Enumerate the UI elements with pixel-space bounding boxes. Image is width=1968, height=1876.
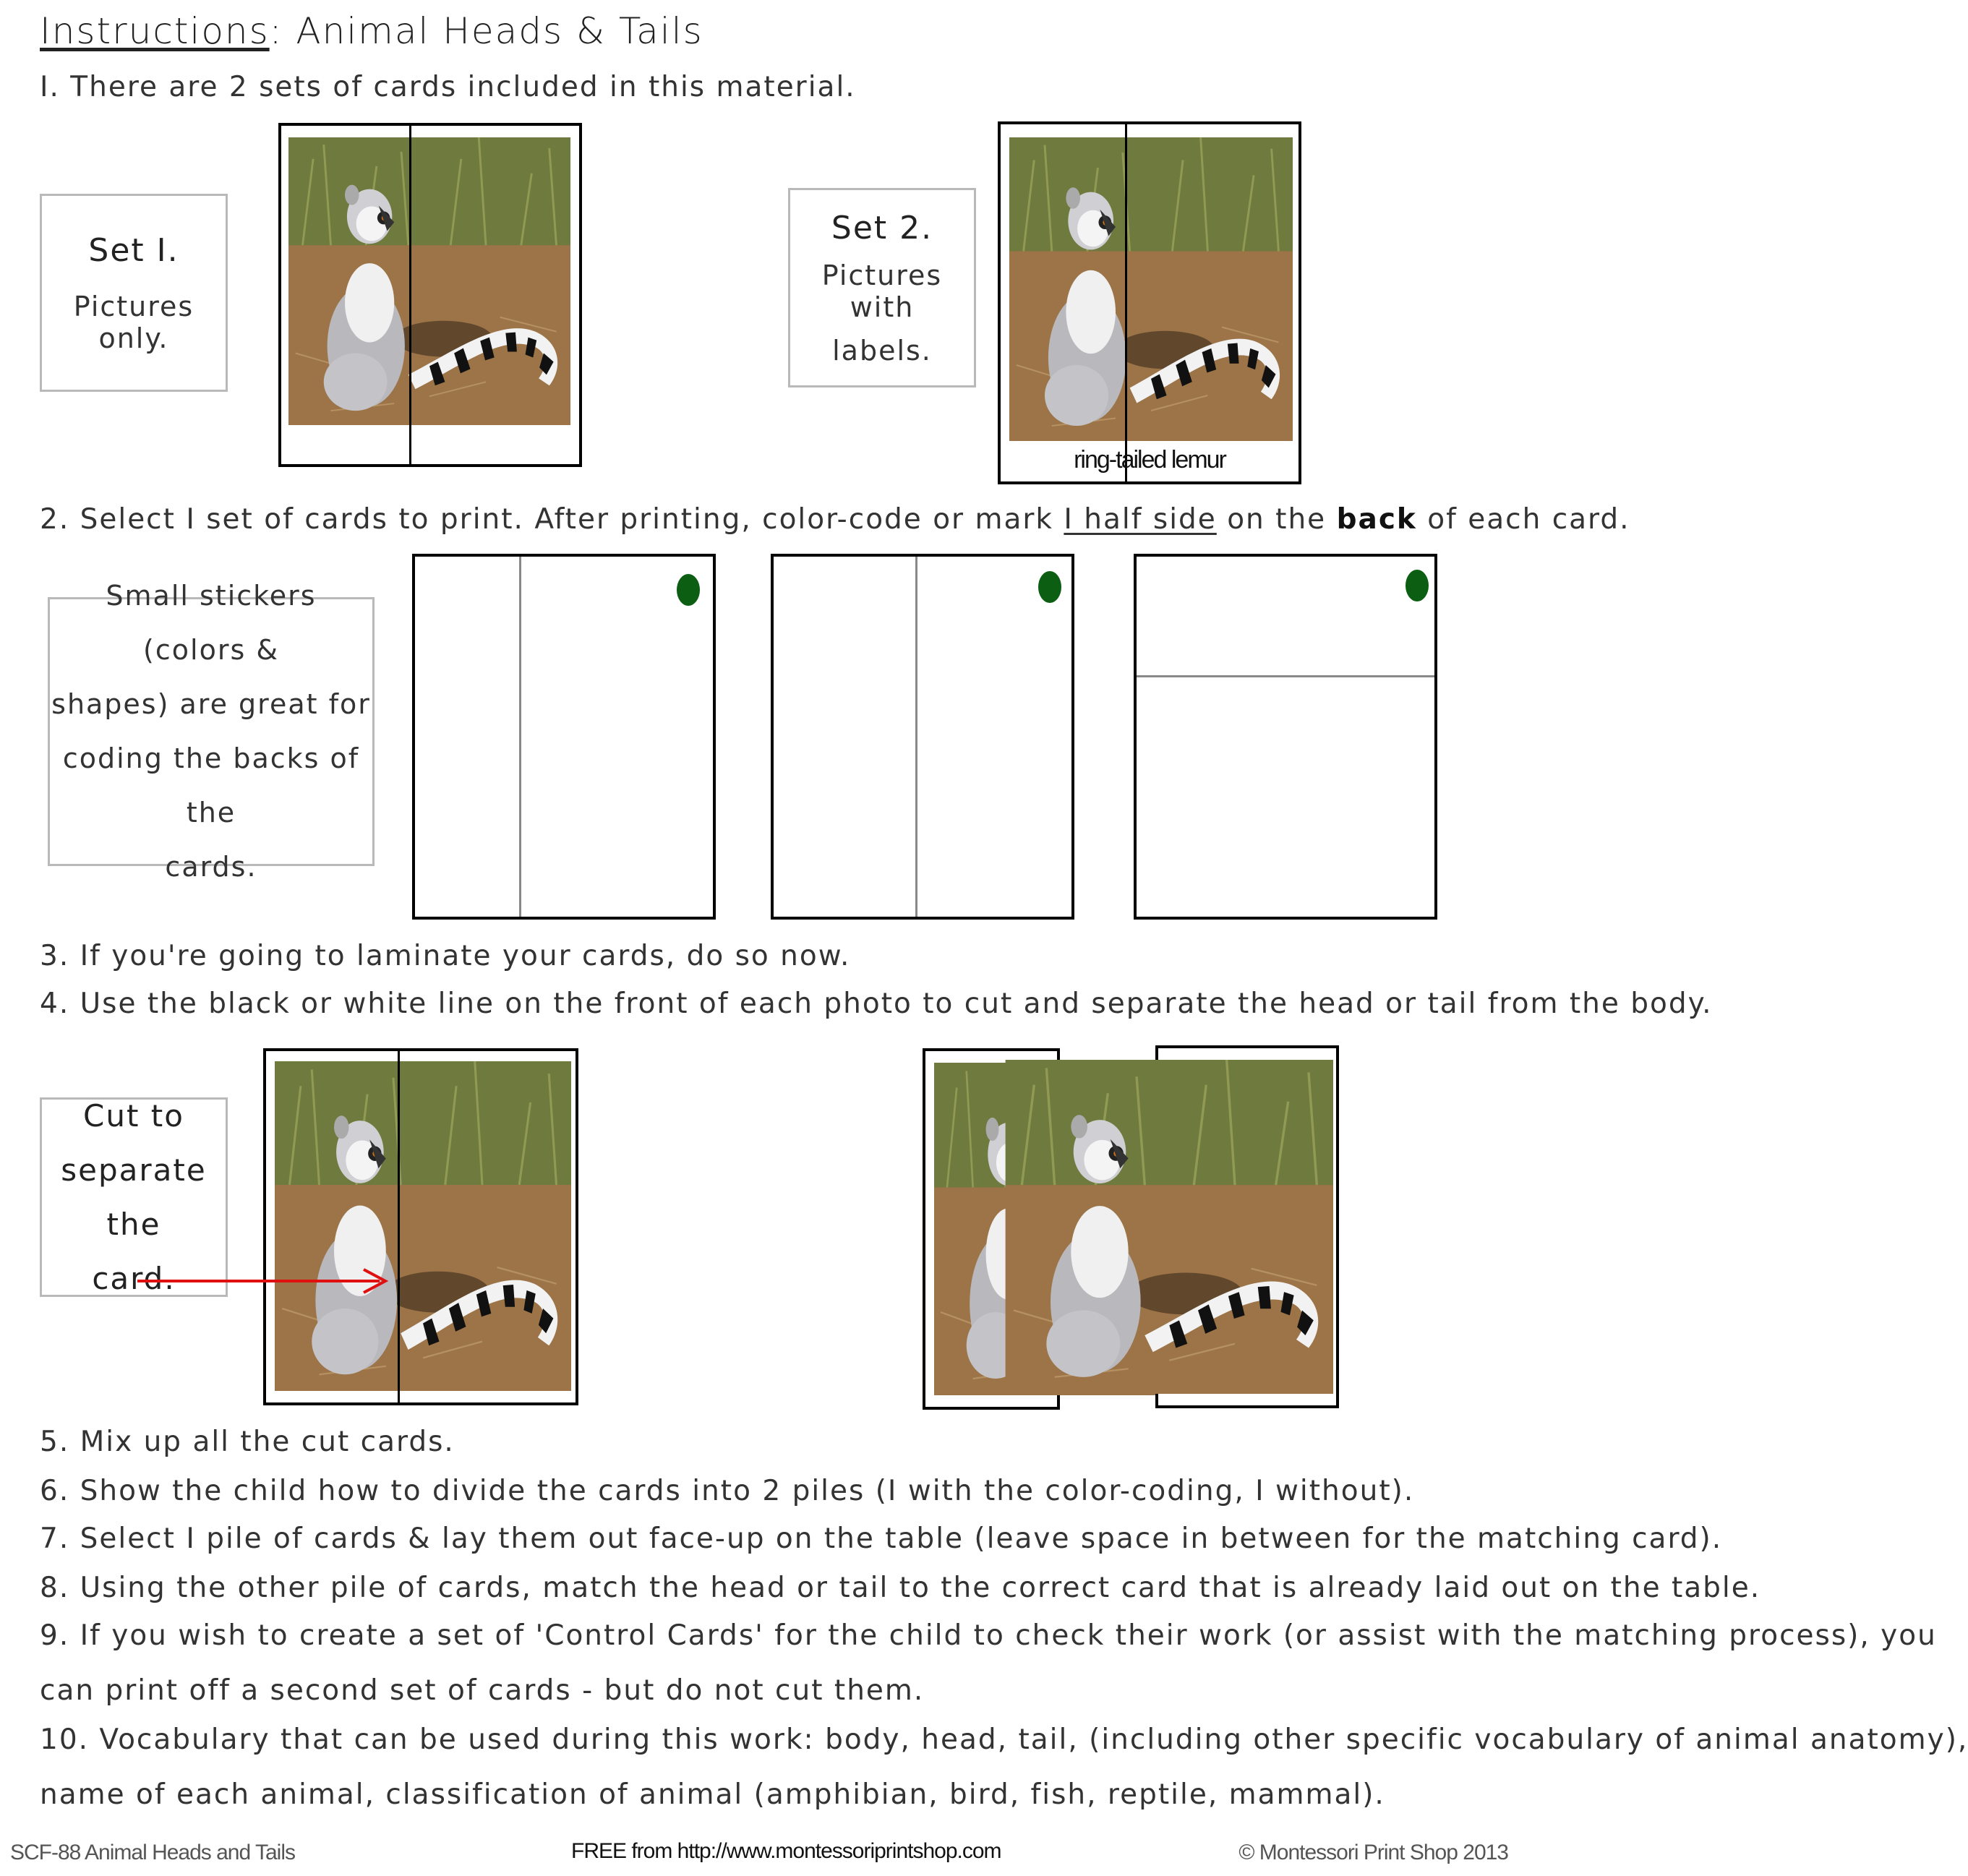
set2-card	[998, 121, 1301, 484]
step-3: 3. If you're going to laminate your cards, do so now.	[40, 940, 851, 972]
tail-piece-card	[1155, 1045, 1339, 1408]
title-rest: : Animal Heads & Tails	[269, 10, 703, 52]
divider-line	[519, 557, 521, 917]
set2-desc-2: labels.	[832, 334, 932, 367]
footer-left: SCF-88 Animal Heads and Tails	[10, 1841, 295, 1864]
stickers-line-3: coding the backs of the	[62, 742, 360, 828]
stickers-line-1: Small stickers (colors &	[106, 580, 317, 666]
red-arrow-icon	[134, 1267, 401, 1295]
cut-line-2: separate the	[61, 1152, 207, 1242]
back-card-1	[412, 554, 716, 920]
card-label: ring-tailed lemur	[1074, 446, 1225, 474]
step-2	[40, 503, 1630, 536]
lemur-photo	[275, 1061, 571, 1391]
divider-line	[915, 557, 917, 917]
stickers-line-4: cards.	[165, 851, 257, 883]
step-9-line-1: 9. If you wish to create a set of 'Control Cards' for the child to check their work (or assist with the matching process), you	[40, 1619, 1937, 1652]
set1-card	[278, 123, 582, 467]
step-10-line-2: name of each animal, classification of animal (amphibian, bird, fish, reptile, mammal).	[40, 1778, 1385, 1811]
set1-box	[40, 194, 228, 392]
step-5: 5. Mix up all the cut cards.	[40, 1426, 455, 1458]
cut-line	[1125, 124, 1127, 481]
step-2-part-c: of each card.	[1416, 503, 1630, 536]
set2-desc-1: Pictures with	[821, 259, 943, 323]
set1-title: Set I.	[88, 231, 179, 269]
set2-title: Set 2.	[831, 209, 933, 247]
lemur-photo	[288, 137, 570, 425]
step-2-part-b: on the	[1216, 503, 1337, 536]
step-2-underlined: I half side	[1064, 503, 1217, 536]
step-1: I. There are 2 sets of cards included in this material.	[40, 71, 856, 103]
step-9-line-2: can print off a second set of cards - but do not cut them.	[40, 1674, 925, 1707]
cut-line-1: Cut to	[83, 1098, 184, 1134]
set2-box	[788, 188, 976, 387]
lemur-photo	[1009, 137, 1293, 441]
cut-demo-card	[263, 1048, 578, 1405]
cut-line-3: card.	[92, 1261, 176, 1296]
stickers-box	[48, 580, 375, 883]
step-2-bold: back	[1336, 503, 1417, 536]
sticker-dot-icon	[677, 574, 700, 606]
step-7: 7. Select I pile of cards & lay them out face-up on the table (leave space in between for the matching card).	[40, 1522, 1723, 1555]
cut-line	[398, 1051, 400, 1402]
sticker-dot-icon	[1038, 571, 1061, 603]
lemur-tail-photo	[1161, 1060, 1333, 1394]
step-10-line-1: 10. Vocabulary that can be used during this work: body, head, tail, (including other specific vocabulary of animal anatomy),	[40, 1723, 1968, 1756]
sticker-dot-icon	[1406, 570, 1429, 601]
stickers-line-2: shapes) are great for	[51, 688, 371, 720]
back-card-2	[771, 554, 1074, 920]
back-card-3	[1134, 554, 1437, 920]
divider-line	[1137, 675, 1434, 677]
cut-line	[409, 126, 411, 464]
step-2-part-a: 2. Select I set of cards to print. After printing, color-code or mark	[40, 503, 1064, 536]
set1-desc: Pictures only.	[73, 290, 194, 354]
footer-right: © Montessori Print Shop 2013	[1238, 1841, 1508, 1864]
step-8: 8. Using the other pile of cards, match the head or tail to the correct card that is already laid out on the table.	[40, 1572, 1761, 1604]
step-6: 6. Show the child how to divide the cards into 2 piles (I with the color-coding, I without).	[40, 1475, 1415, 1507]
footer-center[interactable]: FREE from http://www.montessoriprintshop.com	[571, 1839, 1001, 1863]
page-title	[40, 10, 703, 52]
title-underlined: Instructions	[40, 10, 270, 52]
step-4: 4. Use the black or white line on the front of each photo to cut and separate the head or tail from the body.	[40, 988, 1713, 1020]
